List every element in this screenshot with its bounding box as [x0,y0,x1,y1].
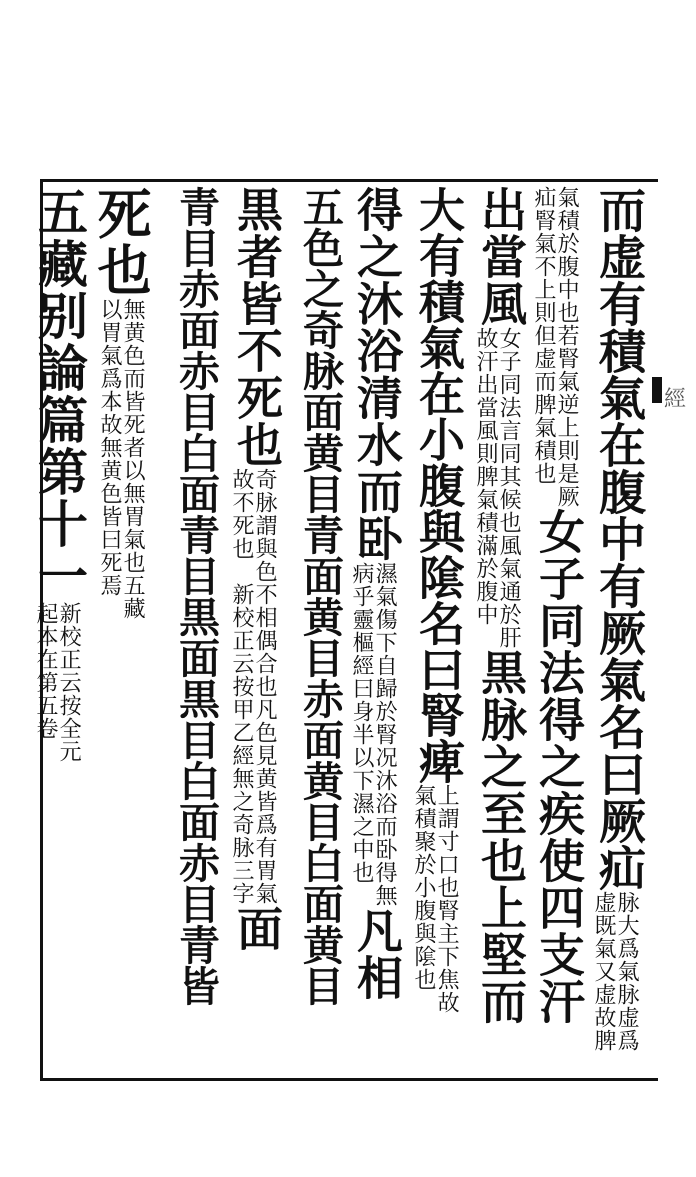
text-column-10 [30,186,89,763]
text-column-5 [346,186,404,1001]
commentary-note [470,327,524,649]
main-text: 女子同法得之疾使四支汗 [532,508,586,1025]
commentary-line: 女子同法言同其候也風氣通於肝 [496,327,522,649]
main-text: 青目赤面赤目白面青目黒面黒目白面赤目青皆 [172,186,220,1006]
fishtail-mark [652,377,662,403]
text-column-3 [470,186,528,1025]
main-text: 大有積氣在小腹與隂名曰腎痺 [412,186,466,784]
main-text: 黒者皆不死也 [230,186,284,468]
commentary-line: 病乎靈樞經曰身半以下濕之中也 [349,562,374,884]
text-column-6 [286,186,344,1006]
commentary-line: 故汗出當風則脾氣積滿於腹中 [473,327,498,626]
chapter-title: 五藏别論篇第十一 [30,186,89,602]
commentary-note [30,602,84,763]
main-text: 面 [230,905,284,952]
text-column-8 [162,186,220,1006]
commentary-line: 濕氣傷下自歸於腎况沐浴而卧得無 [372,562,398,907]
margin-mark: 經 [664,387,687,412]
commentary-note [528,186,582,508]
commentary-note [226,468,280,905]
commentary-line: 上謂寸口也腎主下焦故 [434,784,460,1014]
commentary-line: 脉大爲氣脉虚爲 [614,891,640,1052]
main-text: 而虚有積氣在腹中有厥氣名曰厥疝 [591,186,646,891]
commentary-note [346,562,400,907]
main-text: 得之沐浴清水而卧 [350,186,404,562]
commentary-line: 氣積聚於小腹與隂也 [411,784,436,991]
commentary-line: 無黄色而皆死者以無胃氣也五藏 [120,298,146,620]
commentary-line: 起本在第五卷 [33,602,58,740]
main-text: 黒脉之至也上堅而 [474,649,528,1025]
text-column-2 [528,186,586,1025]
commentary-line: 新校正云按全元 [56,602,82,763]
text-column-9 [89,186,153,620]
text-column-7 [226,186,284,952]
commentary-line: 以胃氣爲本故無黄色皆曰死焉 [97,298,122,597]
text-column-1 [588,186,646,1052]
commentary-line: 疝腎氣不上則但虚而脾氣積也 [531,186,556,485]
commentary-note [94,298,148,620]
commentary-line: 氣積於腹中也若腎氣逆上則是厥 [554,186,580,508]
commentary-note [408,784,462,1014]
commentary-line: 奇脉謂與色不相偶合也凡色見黄皆爲有胃氣 [252,468,278,905]
main-text: 出當風 [474,186,528,327]
main-text: 凡相 [350,907,404,1001]
commentary-note [588,891,642,1052]
main-text: 五色之奇脉面黄目青面黄目赤面黄目白面黄目 [296,186,344,1006]
text-column-4 [408,186,466,1014]
commentary-line: 故不死也 新校正云按甲乙經無之奇脉三字 [229,468,254,905]
commentary-line: 虚既氣又虚故脾 [591,891,616,1052]
main-text: 死也 [89,186,153,298]
